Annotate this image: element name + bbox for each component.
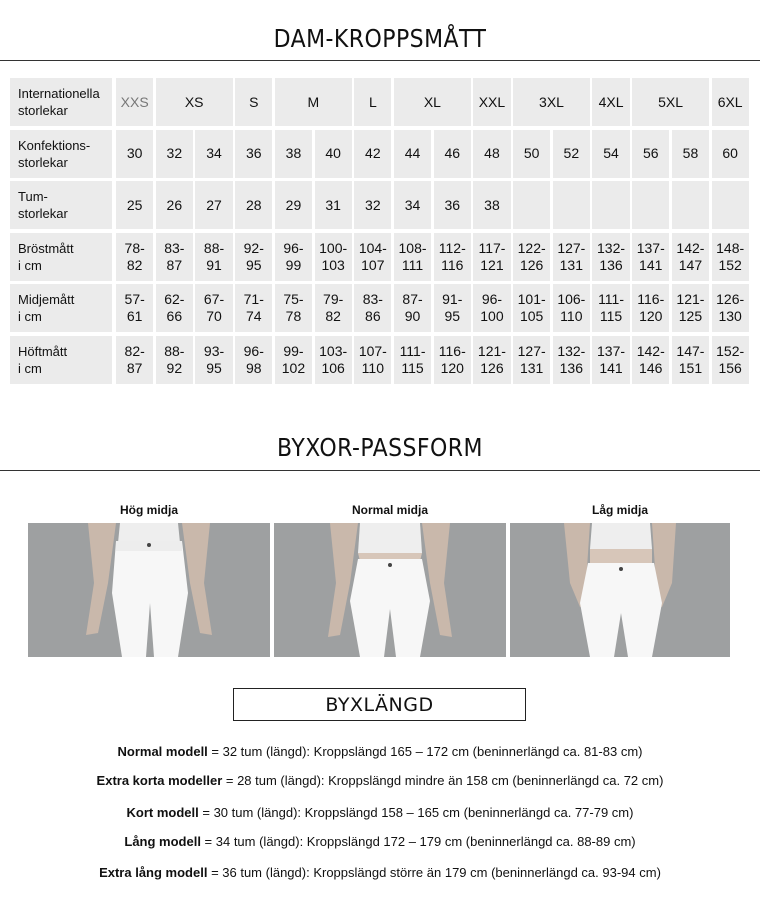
table-cell: 96- 98 (235, 336, 272, 384)
table-cell: 91- 95 (434, 284, 471, 332)
table-row (10, 336, 750, 384)
table-cell: 44 (394, 130, 431, 178)
table-cell: 122- 126 (513, 233, 550, 281)
length-text: = 30 tum (längd): Kroppslängd 158 – 165 cm (beninnerlängd ca. 77-79 cm) (198, 805, 634, 820)
table-cell (553, 181, 590, 229)
table-row (10, 78, 750, 126)
table-cell: 40 (315, 130, 352, 178)
table-cell: 104- 107 (354, 233, 391, 281)
table-cell: 36 (434, 181, 471, 229)
table-cell: 83- 86 (354, 284, 391, 332)
table-cell: 36 (235, 130, 272, 178)
table-cell: 42 (354, 130, 391, 178)
table-cell (592, 181, 629, 229)
table-cell (672, 181, 709, 229)
main-title: DAM-KROPPSMÅTT (273, 24, 487, 53)
row-label: Midjemått i cm (10, 284, 112, 332)
length-box: BYXLÄNGD (233, 688, 526, 721)
table-cell: 152- 156 (712, 336, 749, 384)
table-cell: 56 (632, 130, 669, 178)
table-cell: 148- 152 (712, 233, 749, 281)
table-row (10, 233, 750, 281)
table-cell: 32 (354, 181, 391, 229)
table-cell: 121- 125 (672, 284, 709, 332)
table-cell: 30 (116, 130, 153, 178)
table-cell: 62- 66 (156, 284, 193, 332)
table-cell: L (354, 78, 391, 126)
table-cell: 79- 82 (315, 284, 352, 332)
table-cell: 121- 126 (473, 336, 510, 384)
length-model: Extra lång modell (99, 865, 208, 880)
table-cell: 137- 141 (592, 336, 629, 384)
table-cell: 67- 70 (195, 284, 232, 332)
photo-high-waist (28, 523, 270, 657)
table-cell: 100- 103 (315, 233, 352, 281)
table-cell: 34 (394, 181, 431, 229)
table-cell: 99- 102 (275, 336, 312, 384)
length-model: Kort modell (126, 805, 199, 820)
table-cell: 82- 87 (116, 336, 153, 384)
photo-low-waist (510, 523, 730, 657)
fit-label-low: Låg midja (591, 503, 648, 517)
fit-label-high: Hög midja (119, 503, 178, 517)
table-cell: 101- 105 (513, 284, 550, 332)
table-cell: 46 (434, 130, 471, 178)
table-cell: 127- 131 (513, 336, 550, 384)
table-cell: S (235, 78, 272, 126)
photo-normal-waist (274, 523, 506, 657)
table-row (10, 181, 750, 229)
table-cell (632, 181, 669, 229)
table-cell: 142- 146 (632, 336, 669, 384)
length-line (0, 834, 760, 849)
table-cell: 60 (712, 130, 749, 178)
table-cell: 38 (275, 130, 312, 178)
table-cell: 27 (195, 181, 232, 229)
table-cell (513, 181, 550, 229)
table-cell: 137- 141 (632, 233, 669, 281)
row-label: Konfektions- storlekar (10, 130, 112, 178)
table-cell: 71- 74 (235, 284, 272, 332)
table-cell: XXL (473, 78, 510, 126)
table-cell: 58 (672, 130, 709, 178)
table-cell: 112- 116 (434, 233, 471, 281)
table-cell: 92- 95 (235, 233, 272, 281)
table-cell: 29 (275, 181, 312, 229)
table-cell: XS (156, 78, 233, 126)
main-title-rule (0, 60, 760, 61)
length-model: Lång modell (124, 834, 201, 849)
table-cell: 142- 147 (672, 233, 709, 281)
fit-label-normal: Normal midja (351, 503, 429, 517)
length-text: = 36 tum (längd): Kroppslängd större än 179 cm (beninnerlängd ca. 93-94 cm) (207, 865, 661, 880)
table-cell: XXS (116, 78, 153, 126)
table-cell: 111- 115 (394, 336, 431, 384)
row-label: Tum- storlekar (10, 181, 112, 229)
table-cell: 132- 136 (592, 233, 629, 281)
table-cell: 106- 110 (553, 284, 590, 332)
row-label: Höftmått i cm (10, 336, 112, 384)
table-row (10, 130, 750, 178)
table-cell: 127- 131 (553, 233, 590, 281)
table-cell: 96- 99 (275, 233, 312, 281)
table-cell: 25 (116, 181, 153, 229)
table-cell: 117- 121 (473, 233, 510, 281)
table-cell: 3XL (513, 78, 590, 126)
table-cell: 111- 115 (592, 284, 629, 332)
table-cell: 96- 100 (473, 284, 510, 332)
table-cell: 108- 111 (394, 233, 431, 281)
table-cell: 57- 61 (116, 284, 153, 332)
table-cell: 83- 87 (156, 233, 193, 281)
length-line (0, 805, 760, 820)
table-cell (712, 181, 749, 229)
length-model: Normal modell (117, 744, 208, 759)
table-cell: 26 (156, 181, 193, 229)
table-cell: 88- 91 (195, 233, 232, 281)
table-cell: 52 (553, 130, 590, 178)
row-label: Internationella storlekar (10, 78, 112, 126)
table-cell: 50 (513, 130, 550, 178)
length-text: = 28 tum (längd): Kroppslängd mindre än 158 cm (beninnerlängd ca. 72 cm) (222, 773, 664, 788)
length-line (0, 773, 760, 788)
table-cell: 116- 120 (632, 284, 669, 332)
table-cell: 28 (235, 181, 272, 229)
table-cell: 107- 110 (354, 336, 391, 384)
length-line (0, 744, 760, 759)
length-model: Extra korta modeller (96, 773, 223, 788)
table-cell: 4XL (592, 78, 629, 126)
table-cell: 34 (195, 130, 232, 178)
table-cell: 147- 151 (672, 336, 709, 384)
table-cell: 87- 90 (394, 284, 431, 332)
table-cell: 103- 106 (315, 336, 352, 384)
length-line (0, 865, 760, 880)
table-cell: 88- 92 (156, 336, 193, 384)
table-cell: 31 (315, 181, 352, 229)
table-cell: 93- 95 (195, 336, 232, 384)
table-cell: 78- 82 (116, 233, 153, 281)
table-cell: 38 (473, 181, 510, 229)
length-text: = 34 tum (längd): Kroppslängd 172 – 179 cm (beninnerlängd ca. 88-89 cm) (200, 834, 636, 849)
row-label: Bröstmått i cm (10, 233, 112, 281)
table-cell: 48 (473, 130, 510, 178)
table-cell: XL (394, 78, 471, 126)
table-row (10, 284, 750, 332)
fit-title: BYXOR-PASSFORM (277, 433, 483, 462)
table-cell: 5XL (632, 78, 709, 126)
table-cell: M (275, 78, 352, 126)
table-cell: 116- 120 (434, 336, 471, 384)
table-cell: 54 (592, 130, 629, 178)
fit-title-rule (0, 470, 760, 471)
table-cell: 32 (156, 130, 193, 178)
table-cell: 126- 130 (712, 284, 749, 332)
table-cell: 132- 136 (553, 336, 590, 384)
table-cell: 6XL (712, 78, 749, 126)
length-text: = 32 tum (längd): Kroppslängd 165 – 172 cm (beninnerlängd ca. 81-83 cm) (207, 744, 643, 759)
table-cell: 75- 78 (275, 284, 312, 332)
